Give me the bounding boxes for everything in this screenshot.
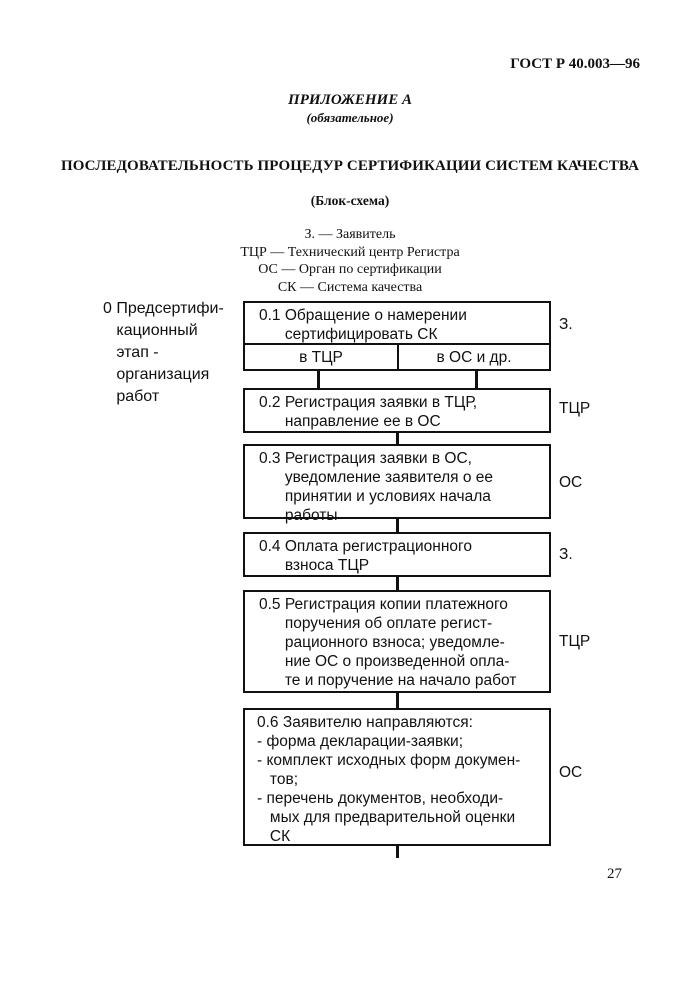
responsible-label: ТЦР bbox=[559, 400, 591, 417]
appendix-title: ПРИЛОЖЕНИЕ А bbox=[288, 92, 412, 108]
responsible-label: ОС bbox=[559, 764, 583, 781]
option-os: в ОС и др. bbox=[436, 349, 512, 366]
step-box-0-5 bbox=[243, 590, 551, 693]
step-text: 0.1 Обращение о намерении сертифицировать СК bbox=[259, 307, 467, 343]
step-box-0-6 bbox=[243, 708, 551, 846]
step-box-0-4 bbox=[243, 532, 551, 577]
responsible-label: З. bbox=[559, 546, 573, 563]
step-text: 0.4 Оплата регистрационного взноса ТЦР bbox=[259, 538, 472, 574]
connector-line bbox=[396, 846, 399, 858]
legend-item: СК — Система качества bbox=[277, 279, 423, 295]
responsible-label: З. bbox=[559, 316, 573, 333]
option-tcr: в ТЦР bbox=[299, 349, 343, 366]
document-title: ПОСЛЕДОВАТЕЛЬНОСТЬ ПРОЦЕДУР СЕРТИФИКАЦИИ СИСТЕМ КАЧЕСТВА bbox=[60, 158, 640, 174]
legend bbox=[0, 226, 700, 296]
standard-number: ГОСТ Р 40.003—96 bbox=[510, 56, 640, 72]
responsible-label: ОС bbox=[559, 474, 583, 491]
stage-label: 0 Предсертифи- кационный этап - организация работ bbox=[103, 300, 224, 405]
document-subtitle: (Блок-схема) bbox=[310, 193, 390, 208]
step-text: 0.5 Регистрация копии платежного поручения об оплате регист- рационного взноса; уведомле- ние ОС о произведенной опла- те и поручение на начало работ bbox=[259, 596, 517, 689]
step-text: 0.3 Регистрация заявки в ОС, уведомление заявителя о ее принятии и условиях начала работы bbox=[259, 450, 494, 524]
connector-line bbox=[396, 577, 399, 591]
responsible-label: ТЦР bbox=[559, 633, 591, 650]
appendix-status: (обязательное) bbox=[306, 110, 394, 125]
connector-line bbox=[475, 371, 478, 389]
connector-line bbox=[317, 371, 320, 389]
legend-item: ТЦР — Технический центр Регистра bbox=[240, 244, 460, 260]
step-text: 0.6 Заявителю направляются: - форма декларации-заявки; - комплект исходных форм докумен- тов; - перечень документов, необходи- мых для предварительной оценки СК bbox=[257, 714, 521, 845]
connector-line bbox=[396, 519, 399, 533]
step-box-0-2 bbox=[243, 388, 551, 433]
step-box-0-1 bbox=[243, 301, 551, 371]
step-box-0-3 bbox=[243, 444, 551, 524]
connector-line bbox=[396, 693, 399, 709]
page-number: 27 bbox=[607, 866, 622, 882]
legend-item: ОС — Орган по сертификации bbox=[258, 262, 442, 277]
legend-item: З. — Заявитель bbox=[304, 227, 396, 242]
step-text: 0.2 Регистрация заявки в ТЦР, направление ее в ОС bbox=[259, 394, 478, 430]
